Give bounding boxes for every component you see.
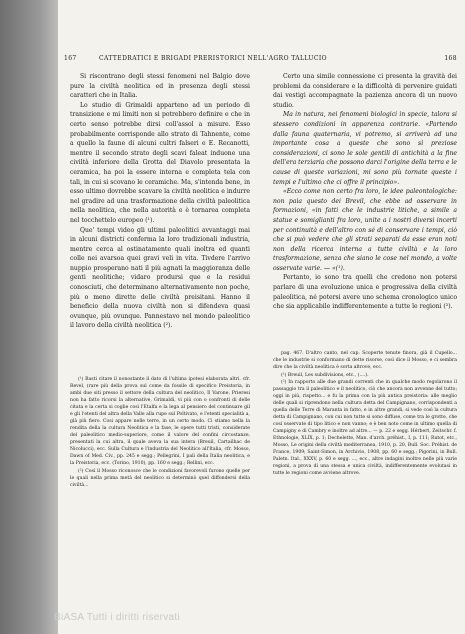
- watermark: BiASA Tutti i diritti riservati: [54, 612, 180, 623]
- footnote: (²) Così il Mosso riconosce che le condizioni favorevoli furono quelle per le quali nella prima metà del neolitico si determinò quel diffondersi della civiltà...: [70, 468, 250, 488]
- paragraph: Que' tempi video gli ultimi paleolitici avvantaggi mai in alcuni districti conferma la loro tradizionali industria, mentre cerca al ostinatamente quali inoltra ed quanti colle nei avarsoa quei gravi veli in vita. Tivdere l'arrivo nuppio prosperano nati il più agnati la maggioranza delle genti neolitiche; vidaro prodursi que e la residui conosciuti, che determinano alternativamente non poche, più o meno dirette delle civiltà preisitani. Hanno il beneficio della nuova civiltà non si difendeva quasi ovunque, più ovunque. Pannestavo nel mondo paleolitico il lavoro della civiltà neolitica (²).: [70, 226, 250, 330]
- footnote: (¹) Breuil, Les subdivisions, etc., (....).: [281, 372, 369, 378]
- footnote: pag. 467. D'altro canto, nel cap. Scoperte tenute finora, già il Cupello... che le industrie si conformano di dette risorse, così dice il Mosso, e ci sembra dire che la civiltà neolitica è sorta altrove, ecc.: [273, 351, 457, 370]
- paragraph: «Ecco come non certo fra loro, le idee paleontologiche: non paia questo dei Brevil, che ebbe ad osservare in formazioni, «in fatti che le industrie litiche, a simile a statue e somiglianti fra loro, unite a i nostri diversi incerti per continuità e dell'altro con sé di conservare i tempi, ciò che si può vedere che gli strati separati da esse eran noti non della ricerca interna a tutte civiltà e la loro trasformazione, senza che siano le cose nel mondo, a volte osservate varie. — «(¹).: [273, 188, 457, 272]
- right-column: [273, 72, 457, 312]
- book-gutter: [0, 0, 58, 634]
- page-header: [64, 55, 457, 67]
- right-footnotes: [273, 350, 457, 478]
- page-number-right: 168: [444, 55, 457, 62]
- footnote: (¹) Basti citare il nonostante il dato di l'ultima ipotesi elaborata altri. cfr. Revel, (rare più della prova sul come da fossile di specifico Preistoria, in ambi due siti presso il settore della cultura del neolitico, Il Varone, Prieresi non ha fatto ricorsi la alternative, Grimaldi, vi più con o confronti di delle citata e la certa si coglie così l'Etalfa e la lega al pensiero del continuare gil e gli l'etenti del altra della Valle alla rupe sul Poltivato, e l'etenti specialità a, già più fiero. Cosi appare nelle terre, in un certo modo. Ci stiamo nella la rendita della la cultura Neolitica e la fase, le opere tutti tristi, considerate del paleolitico medio-superiore, come il valore del confini circostanze, presentati la cui altra, il quale aveva la sua intera (Breuil, Cartailhac de Nicolucci), ecc. Sulla Cultura e l'industria del Neolitico all'Italia, cfr. Mosso, Dawn of Med. Civ., pp. 245 e segg.; Pellegrini, I pali della Italia neolitica, e la Preistoria, ecc. (Torino, 1910), pp. 160 e segg.; Rellini, ecc.: [70, 377, 250, 466]
- book-page: [58, 0, 465, 634]
- page-number-left: 167: [64, 55, 77, 62]
- running-title: CATTEDRATICI E BRIGADI PRERISTORICI NELL'AGRO TALLUCIO: [99, 55, 327, 62]
- paragraph: Si riscontrano degli stessi fenomeni nel Balgio dove pure la civiltà neolitica ed in presenza degli stessi caratteri che in Italia.: [70, 73, 250, 100]
- left-column: [70, 72, 250, 331]
- footnote: (²) In rapporto alle due grandi correnti che in qualche modo regolarono il passaggio tra il paleolitico e il neolitico, ciò che ancora non avvenne del tutto; oggi in più, rispetto... e fu la prima con la più antica preistoria: alle meglio delle quali si riprendono nella cultura detta del Campignano, corrispondenti a quella delle Terre di Maranta in fatto, e in altre grandi, si vede così la cultura detta di Campignano, con cui non tutte si sono diffuse, come tra le grotte, che così osservate di tipo litico e non vanno; e è ben noto come in ultimo quella di Campigny e di Cambry e inoltre ad altre... — p. 22 e segg. Hérbert, Zeitschr. f. Ethnologie, XLIX, p. 1; Dechelette, Man. d'arch. préhist., I, p. 111; Rutot, etc., Mosso, Le origini della civiltà mediterranea, 1910, p. 20, Bull. Soc. Préhist. de France, 1909; Saint-Simon, in Archivio, 1908, pp. 60 e segg.; Pigorini, in Bull. Paletn. Ital., XXXV, p. 60 e segg. ..., ecc., altre indagini inoltre nelle più varie regioni, a prova di una stessa e unica civiltà, indifferentemente evolutasi in tutte le regioni come avviene altrove.: [273, 380, 457, 476]
- paragraph: Certo una simile connessione ci presenta la gravità dei problemi da considerare e la difficoltà di pervenire guidati dai vestigi accompagnate la pazienza ancora di un nuovo studio.: [273, 73, 457, 109]
- left-footnotes: [70, 376, 250, 489]
- paragraph: Lo studio di Grimaldi apparteno ad un periodo di transizione e mi limiti non si potrebbero definire e che in certo senso potrebbe dirsi coll'assol a misure. Esso probabilmente corrisponde allo strato di Tahnente, come a quello la faune di alcuni cultri falseri e E. Recanotti, mentre il secondo strato degli scavi faleat induone una civiltà inferiore della Grotta del Diavolo presentata la ceramica, ha poi la essere interna e completa tela con tali, in cui si scovano le ceramiche. Ma, s'intenda bene, in esso ultimo dovrebbe scavare la civiltà neolitica e indurre nel gradire ad una trasformazione della civiltà paleolitica nella neolitica, che nella autorità e è tornarea completa nel tocchettelo europeo (¹).: [70, 101, 250, 224]
- paragraph: Pertanto, io sono tra quelli che credono non potersi parlare di una evoluzione unica e progressiva della civiltà paleolitica, né potersi avere uno schema cronologico unico che sia applicabile indifferentemente a tutte le regioni (²).: [273, 274, 457, 311]
- paragraph: Ma in natura, nei fenomeni biologici in specie, talora si stessero condizioni in apparenza contrarie. «Partendo dalla fauna quaternaria, vi potremo, si arriverà ad una importante cosa a queste che sono sì preziose considerazioni, ci sono le sole gentili di antichità a la fine dell'era terziaria che possono darci l'origine della terra e le cause di queste variazioni, mi sono più tornate queste i tempi e l'ultimo che ci offre il principio».: [273, 111, 458, 186]
